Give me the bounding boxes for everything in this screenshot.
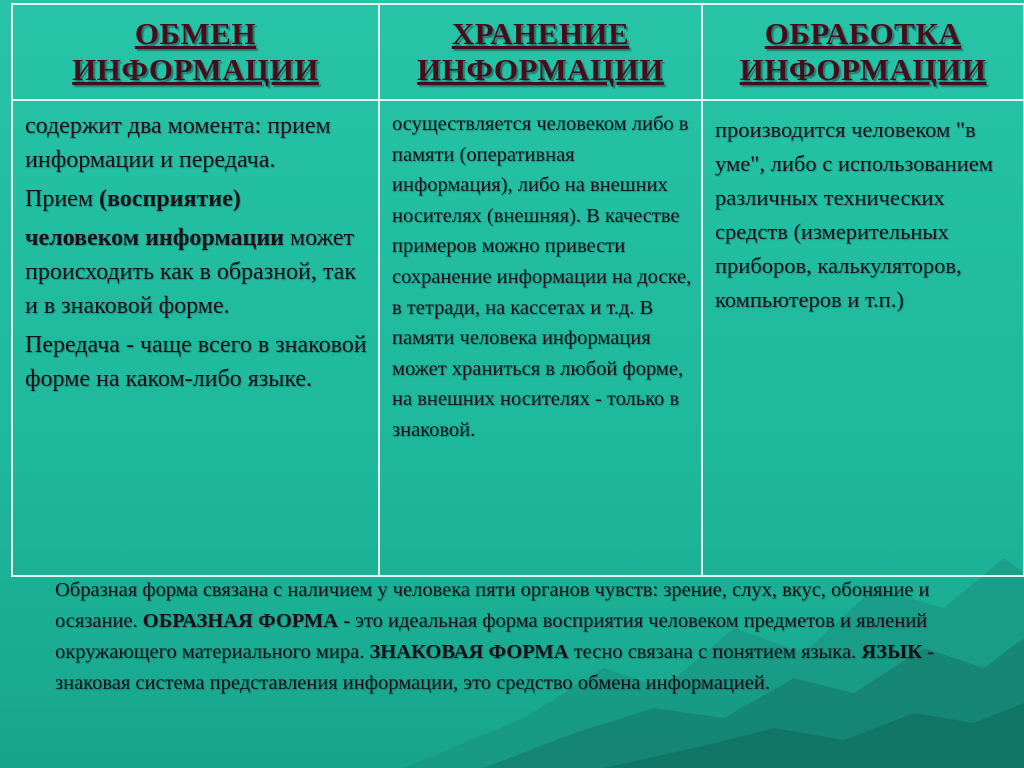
- column-header: [703, 5, 1023, 101]
- cell-text: производится человеком "в уме", либо с использованием различных технических средств (измерительных приборов, калькуляторов, компьютеров и т.п.): [715, 117, 993, 312]
- paragraph: Передача - чаще всего в знаковой форме на каком-либо языке.: [25, 332, 367, 392]
- column-processing: [703, 5, 1023, 575]
- paragraph: содержит два момента: прием информации и передача.: [25, 113, 331, 173]
- paragraph: человеком информации может происходить как в образной, так и в знаковой форме.: [25, 225, 356, 319]
- paragraph: Прием (восприятие): [25, 186, 241, 212]
- cell-text: [25, 109, 370, 401]
- column-header: [13, 5, 378, 101]
- footer-text: Образная форма связана с наличием у человека пяти органов чувств: зрение, слух, вкус, обоняние и осязание. ОБРАЗНАЯ ФОРМА - это идеальная форма восприятия человеком предметов и явлений окружающего материального мира. ЗНАКОВАЯ ФОРМА тесно связана с понятием языка. ЯЗЫК - знаковая система представления информации, это средство обмена информацией.: [55, 579, 934, 694]
- info-table: [11, 3, 1024, 577]
- column-storage: [380, 5, 703, 575]
- cell-text: осуществляется человеком либо в памяти (оперативная информация), либо на внешних носителях (внешняя). В качестве примеров можно привести сохранение информации на доске, в тетради, на кассетах и т.д. В памяти человека информация может храниться в любой форме, на внешних носителях - только в знаковой.: [392, 113, 692, 441]
- column-exchange: [13, 5, 380, 575]
- header-text: ОБРАБОТКА ИНФОРМАЦИИ: [739, 16, 987, 87]
- header-text: ОБМЕН ИНФОРМАЦИИ: [72, 16, 319, 87]
- column-header: [380, 5, 701, 101]
- header-text: ХРАНЕНИЕ ИНФОРМАЦИИ: [417, 16, 664, 87]
